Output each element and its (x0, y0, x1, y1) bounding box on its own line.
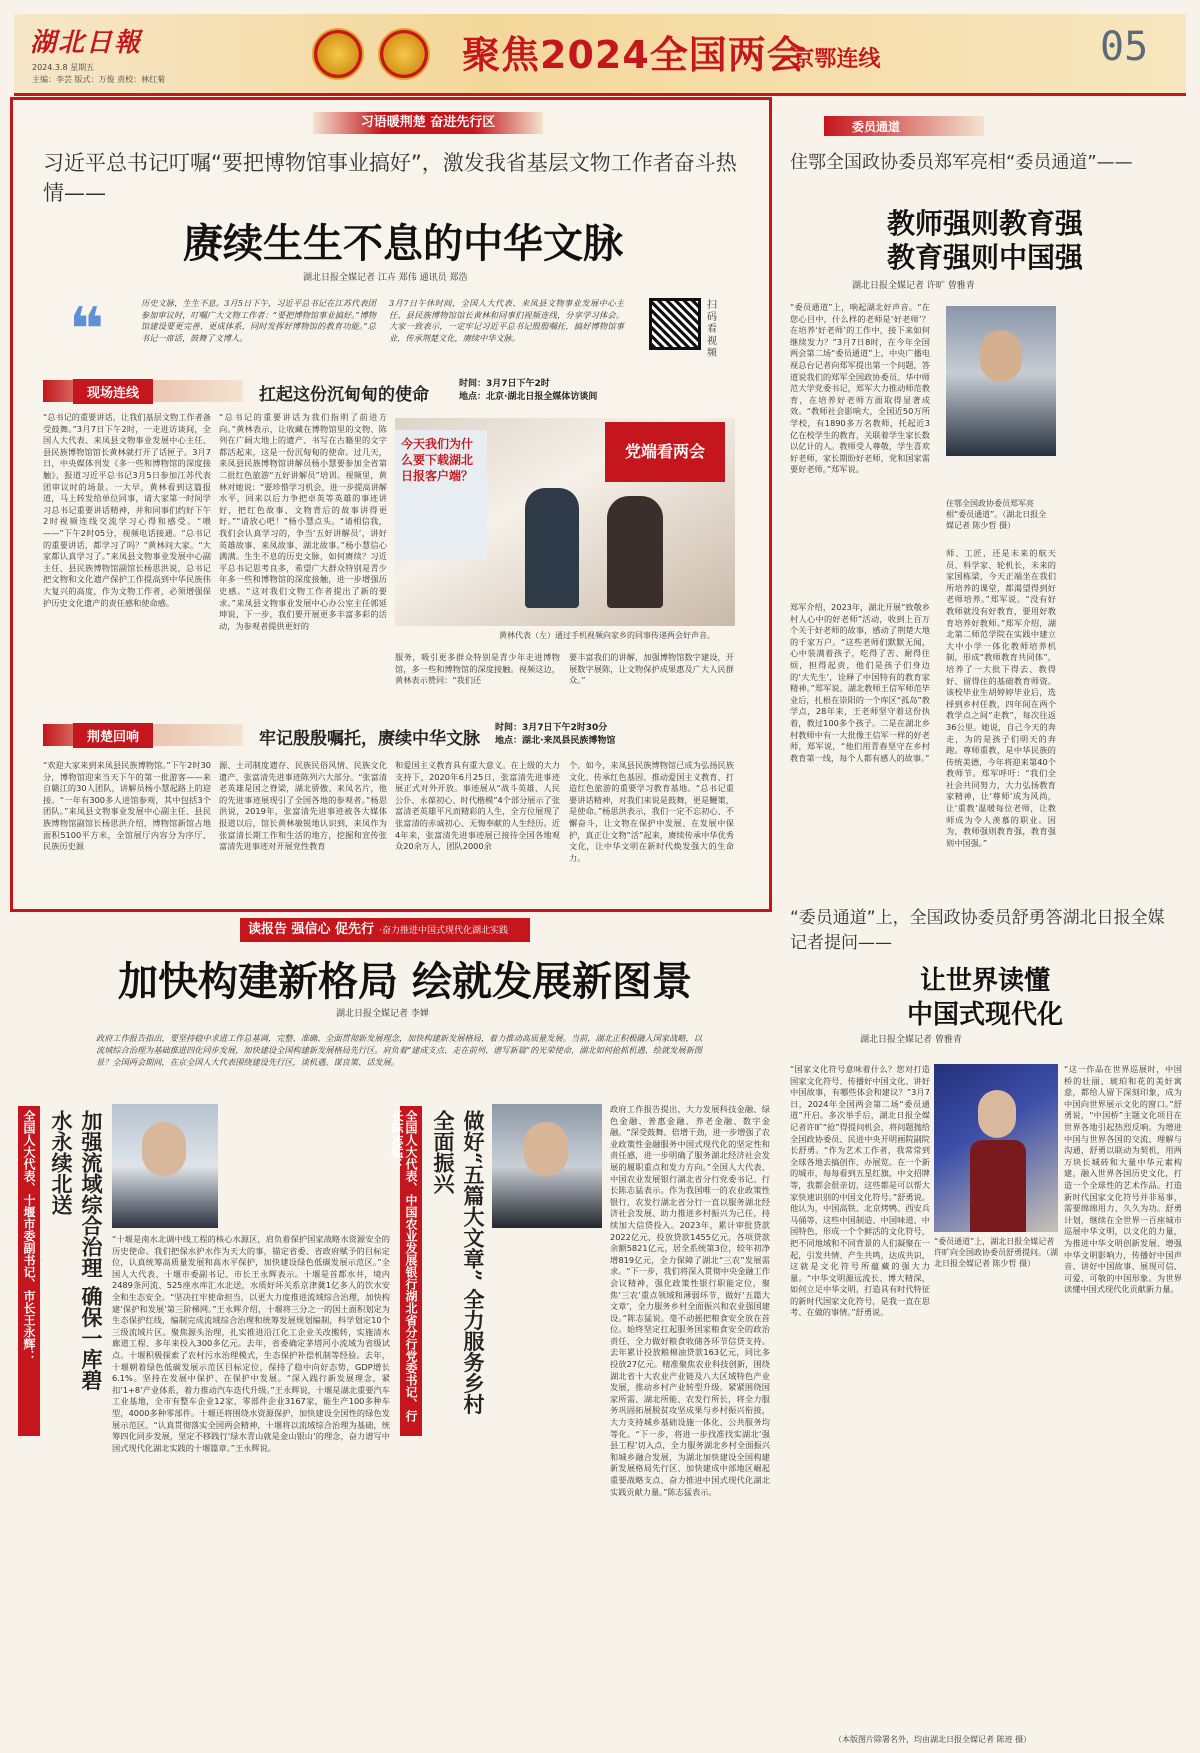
banner-subtitle: ·京鄂连线 (784, 47, 881, 72)
article-kicker: 习近平总书记叮嘱“要把博物馆事业搞好”，激发我省基层文物工作者奋斗热情—— (43, 151, 737, 205)
right-body: 政府工作报告提出，大力发展科技金融、绿色金融、普惠金融、养老金融、数字金融。“深受鼓舞、倍增干劲，进一步增强了农业政策性金融服务中国式现代化的坚定性和责任感，进一步明确了服务湖北经济社会发展的履职重点和发力方向。”全国人大代表、中国农业发展银行湖北省分行党委书记、行长陈志猛表示。作为我国唯一的农业政策性银行，农发行湖北省分行一直以服务湖北经济社会发展、助力推进乡村振兴为己任，持续加大信贷投入。2023年，累计审批贷款2022亿元，投放贷款1455亿元，各项贷款余额5821亿元，居全系统第3位，较年初净增819亿元，全力保障了湖北“三农”发展需求。“下一步，我们将深入贯彻中央金融工作会议精神，强化政策性银行职能定位，聚焦‘三农’重点领域和薄弱环节，做好‘五篇大文章’，全力服务乡村全面振兴和农业强国建设。”陈志猛说。毫不动摇把粮食安全放在首位。始终坚定扛起服务国家粮食安全的政治责任，全力做好粮食收储各环节信贷支持。去年累计投放粮棉油贷款163亿元，同比多投放27亿元。精准聚焦农业科技创新，围绕湖北省十大农业产业链及八大区域特色产业发展，推动乡村产业转型升级。紧紧围绕国家所需、湖北所能、农发行所长，将全力服务巩固拓展脱贫攻坚成果与乡村振兴衔接，大力支持城乡基础设施一体化、公共服务均等化。“下一步，将进一步找准找实湖北‘强县工程’切入点，全力服务湖北乡村全面振兴和城乡融合发展，为湖北加快建设全国构建新发展格局先行区、加快建成中部地区崛起重要战略支点、奋力推进中国式现代化湖北实践贡献力量。”陈志猛表示。 (610, 1104, 770, 1497)
page-number: 05 (1100, 24, 1149, 70)
section1-col2: “总书记的重要讲话为我们指明了前进方向。”黄林表示，让收藏在博物馆里的文物、陈列在广阔大地上的遗产、书写在古籍里的文字都活起来，这是一份沉甸甸的使命。过几天，来凤县民族博物馆讲解员杨小慧要参加全省第二批红色旅游“五好讲解员”培训。视频里，黄林对她说：“要珍惜学习机会，进一步提高讲解水平，回来以后力争把卓英等英雄的事迹讲好，把红色故事、文物背后的故事讲得更好。”“请放心吧！”杨小慧点头。“请相信我，我们会认真学习的，争当‘五好讲解员’，讲好英雄故事、来凤故事、湖北故事。”杨小慧信心满满。生生不息的历史文脉，如何赓续？习近平总书记思考良多，希望广大群众特别是青少年多一些和博物馆的深度接触，进一步增强历史感。“这对我们文物工作者提出了新的要求。”来凤县文物事业发展中心办公室主任郭延坤说，下一步，我们要开展更多丰富多彩的活动，为参观者提供更好的 (219, 412, 387, 631)
reporter-figure (970, 1140, 1026, 1232)
cppcc-emblem-icon (378, 28, 430, 80)
report-ribbon-title: 读报告 强信心 促先行 (248, 922, 375, 937)
left-headline: 加强流域综合治理 确保一库碧水永续北送 (49, 1110, 104, 1391)
series-tag-ribbon (313, 112, 543, 134)
main-article-frame (10, 97, 772, 912)
report-ribbon (240, 918, 530, 942)
right-headline-1: 教师强则教育强 (886, 207, 1083, 240)
report-ribbon-sub: ·奋力推进中国式现代化湖北实践 (379, 926, 509, 936)
footer-note: （本版图片除署名外，均由湖北日报全媒记者 陈迹 摄） (834, 1735, 1032, 1744)
photo-banner: 党端看两会 (605, 422, 725, 482)
portrait-face (980, 330, 1022, 382)
right-tag-strip (824, 116, 984, 136)
chen-zhimeng-photo (492, 1104, 602, 1228)
right-tag: 委员通道 (852, 120, 901, 134)
right-section2-body-2: “这一作品在世界巡展时，中国桥的壮丽、琥珀和花的美好寓意，都给人留下深刻印象，成为中国向世界展示文化的窗口。”舒勇说，“中国桥”主题文化项目在世界各地引起热烈反响。为增进中国与世界各国的交流、理解与沟通，舒勇以联动为契机，用两万块长城砖和大量中华元素构建，融入世界各国历史文化，打造一个全球性的艺术作品。打造新时代国家文化符号并非易事，需要绵绵用力、久久为功。舒勇计划，继续在全世界一百座城市巡展中华文明，以文化的力量，为推进中华文明创新发展、增强中华文明影响力，传播好中国声音、讲好中国故事、展现可信、可爱、可敬的中国形象。为世界读懂中国式现代化贡献新力量。 (1064, 1064, 1182, 1295)
section1-place: 地点：北京·湖北日报全媒体访谈间 (459, 392, 598, 402)
series-tag: 习语暖荆楚 奋进先行区 (360, 115, 496, 130)
right-body-3: 师、工匠，还是未来的航天员、科学家、轮机长，未来的家国栋梁，今天正端坐在我们所培养的课堂，都渴望得到好老师培养。”郑军说。“没有好教师就没有好教育，要用好教育培养好教师。”郑军介绍，湖北第二师范学院在实践中建立大中小学一体化教师培养机制，形成“教师教育共同体”，培养了一大批下得去、教得好、留得住的基础教育师资。该校毕业生胡婷婷毕业后，选择到乡村任教，四年间在两个教学点之间“走教”，每次往返36公里。她说，自己今天的奔走，为的是孩子们明天的奔跑。尊师重教，是中华民族的传统美德，今年将迎来第40个教师节。郑军呼吁：“我们全社会共同努力，大力弘扬教育家精神，让‘尊师’成为风尚，让‘重教’温暖每位老师，让教师成为令人羡慕的职业。因为，教师强则教育强，教育强则中国强。” (946, 548, 1056, 848)
qr-label: 扫码看视频 (707, 300, 717, 359)
newspaper-logo: 湖北日報 (30, 28, 143, 58)
right-section2-body-1: “国家文化符号意味着什么？您对打造国家文化符号、传播好中国文化、讲好中国故事，有哪些体会和建议？”3月7日，2024年全国两会第二场“委员通道”开启。多次举手后，湖北日报全媒记者许旷“抢”得提问机会，将问题抛给全国政协委员、民进中央开明画院副院长舒勇。“作为艺术工作者，我常常到全球各地去搞创作、办展览。在一个新的城市，每每看到五星红旗，中文招牌等，我都会很亲切，这些都是可以帮大家快速识别的中国文化符号。”舒勇说。他认为，中国高铁、北京烤鸭、西安兵马俑等，这些中国制造、中国味道、中国特色，形成一个个鲜活的文化符号，把不同地域和不同背景的人们凝聚在一起，引发共情、产生共鸣，达成共识，这就是文化符号所蕴藏的强大力量。“中华文明源远流长、博大精深，如何立足中华文明，打造具有时代特征的新时代国家文化符号，是我一直在思考、在做的事情。”舒勇说。 (790, 1064, 930, 1318)
right-headline-2: 教育强则中国强 (886, 241, 1083, 274)
section2-tag: 荆楚回响 (73, 723, 153, 748)
right-section2-kicker: “委员通道”上，全国政协委员舒勇答湖北日报全媒记者提问—— (790, 908, 1165, 953)
intro-right: 3月7日午休时间，全国人大代表、来凤县文物事业发展中心主任、县民族博物馆馆长黄林和同事们视频连线，分享学习体会。大家一致表示，一定牢记习近平总书记殷殷嘱托，搞好博物馆事业，传承荆楚文化，赓续中华文脉。 (389, 298, 624, 343)
section2-col3: 和爱国主义教育具有重大意义。在上级的大力支持下，2020年6月25日，张富清先进事迹展正式对外开放。事迹展从“战斗英雄、人民公仆、永葆初心、时代楷模”4个部分展示了张富清老英雄平凡而精彩的人生，全方位展现了张富清的赤诚初心、无悔奉献的人生经历。近4年来，张富清先进事迹展已接待全国各地观众20余万人，团队2000余 (395, 760, 561, 852)
section1-col4: 要丰富我们的讲解，加强博物馆数字建设，开展数字展陈，让文物保护成果惠及广大人民群众。” (569, 652, 734, 686)
issue-date: 2024.3.8 星期五 (32, 63, 95, 72)
shu-yong-photo (934, 1064, 1058, 1232)
section1-time: 时间：3月7日下午2时 (459, 379, 550, 389)
zheng-jun-photo (946, 306, 1056, 456)
right-body-1: “委员通道”上，响起湖北好声音。“在您心目中，什么样的老师是‘好老师’？在培养‘好老师’的工作中，接下来如何继续发力？”3月7日8时，在今年全国两会第二场“委员通道”上，中央广播电视总台记者向郑军提出第一个问题，答道说我们的郑军全国政协委员、华中师范大学党委书记，郑军大力推动师范教育，在培养好老师方面取得显著成效。“教师社会影响大，全国近50万所学校，有1890多万名教师，托起近3亿在校学生的教育，关联着学生家长数以亿计的人。教师受人尊敬，学生喜欢好老师，家长期盼好老师，党和国家需要好老师。”郑军说。 (790, 302, 930, 475)
intro-left: 历史文脉，生生不息。3月5日下午，习近平总书记在江苏代表团参加审议时，叮嘱广大文物工作者：“要把博物馆事业搞好。”博物馆建设要更完善、更成体系，同时发挥好博物馆的教育功能。”总书记一席话，鼓舞了文博人。 (141, 298, 376, 343)
masthead (14, 14, 1186, 96)
person-left-figure (525, 488, 579, 608)
banner-title: 聚焦2024全国两会 (462, 33, 806, 77)
article-headline: 赓续生生不息的中华文脉 (183, 220, 623, 267)
article-byline: 湖北日报全媒记者 江卉 郑伟 通讯员 郑浩 (303, 273, 468, 283)
emblem-group (304, 22, 454, 88)
editor-credits: 主编：李芸 版式：万俊 责校：林红菊 (32, 75, 166, 84)
section1-heading: 扛起这份沉甸甸的使命 (259, 385, 429, 405)
photo-screen-text: 今天我们为什么要下载湖北日报客户端？ (395, 430, 487, 560)
shu-yong-caption: “委员通道”上，湖北日报全媒记者许旷向全国政协委员舒勇提问。（湖北日报全媒记者 陈少哲 摄） (934, 1237, 1058, 1268)
report-byline: 湖北日报全媒记者 李婵 (336, 1009, 429, 1019)
right-section2-headline-2: 中国式现代化 (906, 1000, 1063, 1030)
portrait-face (524, 1122, 568, 1176)
video-call-photo (395, 418, 735, 626)
right-byline: 湖北日报全媒记者 许旷 曾雅青 (852, 281, 975, 291)
zheng-jun-caption: 住鄂全国政协委员郑军亮相“委员通道”。（湖北日报全媒记者 陈少哲 摄） (946, 499, 1047, 530)
section2-col4: 个。如今，来凤县民族博物馆已成为弘扬民族文化、传承红色基因、推动爱国主义教育、打造红色旅游的重要学习教育基地。“总书记重要讲话精神，对我们来说是鼓舞，更是鞭策，是使命。”杨思洪表示，我们一定不忘初心、不懈奋斗，让文物在保护中发展、在发展中保护，真正让文物“活”起来，赓续传承中华优秀文化，让中华文明在新时代焕发强大的生命力。 (569, 760, 734, 863)
right-body-top (610, 1104, 770, 1497)
section2-heading: 牢记殷殷嘱托，赓续中华文脉 (259, 729, 480, 749)
section2-col1: “欢迎大家来到来凤县民族博物馆。”下午2时30分，博物馆迎来当天下午的第一批游客——来自赣江的30人团队，讲解员杨小慧起路上的迎接。“一年有300多人进馆参观，其中包括3个团队。”来凤县文物事业发展中心副主任、县民族博物馆副馆长杨思洪介绍，博物馆新馆占地面积5100平方米，全馆展厅内容分为序厅、民族历史源 (43, 760, 211, 852)
section2-time: 时间：3月7日下午2时30分 (495, 723, 608, 733)
right-body-2: 郑军介绍，2023年，湖北开展“致敬乡村人心中的好老师”活动，收到上百万个关于好老师的故事，感动了荆楚大地的千家万户。“这些老师们默默无闻，心中装满着孩子，吃得了苦、耐得住烦，担得起责，他们是孩子们身边的‘大先生’，诠释了中国特有的教育家精神。”郑军说。湖北教师王信军师范毕业后，扎根在崇阳的一个库区“孤岛”教学点，28年来，王老师坚守着这份执着，教过100多个孩子。二是在湖北乡村教师中有一大批像王信军一样的好老师，郑军说，“他们用青春坚守在乡村教育第一线，每个人都有感人的故事。” (790, 602, 930, 763)
portrait-face (978, 1090, 1016, 1138)
right-section2-headline-1: 让世界读懂 (919, 966, 1050, 996)
section2-col2: 源、土司制度遗存、民族民俗风情、民族文化遗产、张富清先进事迹陈列六大部分。“张富清老英雄是国之脊梁，湖北骄傲、来凤名片，他的先进事迹展现引了全国各地的参观者。”杨思洪说，2019年，张富清先进事迹被各大媒体报道以后，馆长黄林敏锐地认识到，来凤作为张富清长期工作和生活的地方，挖掘和宣传张富清先进事迹对开展党性教育 (219, 760, 387, 852)
person-right-figure (607, 496, 663, 608)
left-body: “十堰是南水北调中线工程的核心水源区，肩负着保护国家战略水资源安全的历史使命。我们把保水护水作为天大的事，锚定省委、省政府赋予的目标定位，认真统筹高质量发展和高水平保护，加快建设绿色低碳发展示范区。”全国人大代表、十堰市委副书记、市长王永辉表示。十堰是首都水井，境内2489条河流、525座水库汇水北送，水质好坏关系京津冀1亿多人的饮水安全和生态安全。“坚决扛牢使命担当，以更大力度推进流域综合治理，加快构建‘保护和发展’第三阶梯网。”王永辉介绍，十堰将三分之一的国土面积划定为生态保护红线，编制完成流域综合治理和统筹发展规划编制，科学划定10个三级流域片区。聚焦源头治理，扎实推进沿江化工企业关改搬转，实施清水廊道工程、多年来投入300多亿元。去年，省委确定茅塔河小流域为省级试点。十堰积极探索了农村污水治理模式，生态保护补偿机制等经验。去年，十堰朝着绿色低碳发展示范区目标定位，保持了稳中向好态势，GDP增长6.1%。坚持在发展中保护、在保护中发展。“深入践行新发展理念，紧扣‘1+8’产业体系，着力推动汽车迭代升级。”王永辉说，十堰是湖北重要汽车工业基地，全市有整车企业12家、零部件企业3167家，能生产100多种车型，4000多种零部件。十堰还将围绕水资源保护，加快建设全国性的绿色发展示范区。“认真贯彻落实全国两会精神，十堰将以流域综合治理为基础，统筹四化同步发展，坚定不移践行‘绿水青山就是金山银山’的理念，奋力谱写中国式现代化湖北实践的十堰篇章。”王永辉说。 (112, 1234, 390, 1453)
section1-col1: “总书记的重要讲话，让我们基层文物工作者备受鼓舞。”3月7日下午2时，一走进访谈间，全国人大代表、来凤县文物事业发展中心主任、县民族博物馆馆长黄林就打开了话匣子。3月7日，中央媒体刊发《多一些和博物馆的深度接触》，报道习近平总书记3月5日参加江苏代表团审议时的场景。一大早，黄林看到这篇报道，马上转发给单位同事，请大家第一时间学习总书记重要讲话精神，并和同事们约好下午2时视频连线交流学习心得和感受。“喂——”下午2时05分，视频电话接通。“总书记的重要讲话，都学习了吗？”黄林问大家。“大家都认真学习了。”来凤县文物事业发展中心副主任、县民族博物馆副馆长杨思洪说，总书记把文物和文化遗产保护工作提高到中华民族伟大复兴的高度，作为文物工作者，必须增强保护历史文化遗产的责任感和使命感。 (43, 412, 211, 608)
qr-code-icon[interactable] (649, 298, 701, 350)
right-kicker: 住鄂全国政协委员郑军亮相“委员通道”—— (790, 152, 1133, 173)
national-emblem-icon (312, 28, 364, 80)
section1-col3: 服务，吸引更多群众特别是青少年走进博物馆，多一些和博物馆的深度接触。视频这边，黄林表示赞同：“我们还 (395, 652, 560, 686)
right-headline: 做好“五篇大文章” 全力服务乡村全面振兴 (431, 1110, 486, 1415)
report-intro: 政府工作报告指出，要坚持稳中求进工作总基调，完整、准确、全面贯彻新发展理念，加快构建新发展格局，着力推动高质量发展。当前，湖北正积极融入国家战略，以流域综合治理为基础推进四化同步发展，加快建设全国构建新发展格局先行区。肩负着“建成支点、走在前列、谱写新篇”的光荣使命，湖北如何抢抓机遇、绘就发展新图景？全国两会期间，在京全国人大代表围绕建设先行区，谈机遇、谋良策、话发展。 (96, 1033, 703, 1067)
section1-tag: 现场连线 (73, 379, 153, 404)
portrait-face (142, 1122, 186, 1176)
right-banner: 全国人大代表、中国农业发展银行湖北省分行党委书记、行长陈志猛： (400, 1106, 422, 1436)
wang-yonghui-photo (112, 1104, 218, 1228)
quote-mark-icon: ❝ (69, 295, 105, 365)
right-section2-byline: 湖北日报全媒记者 曾雅青 (860, 1035, 962, 1045)
photo-caption: 黄林代表（左）通过手机视频向家乡的同事传递两会好声音。 (499, 631, 715, 640)
report-headline: 加快构建新格局 绘就发展新图景 (118, 958, 692, 1005)
section2-place: 地点：湖北·来凤县民族博物馆 (495, 736, 616, 746)
left-banner: 全国人大代表、十堰市委副书记、市长王永辉： (18, 1106, 40, 1436)
